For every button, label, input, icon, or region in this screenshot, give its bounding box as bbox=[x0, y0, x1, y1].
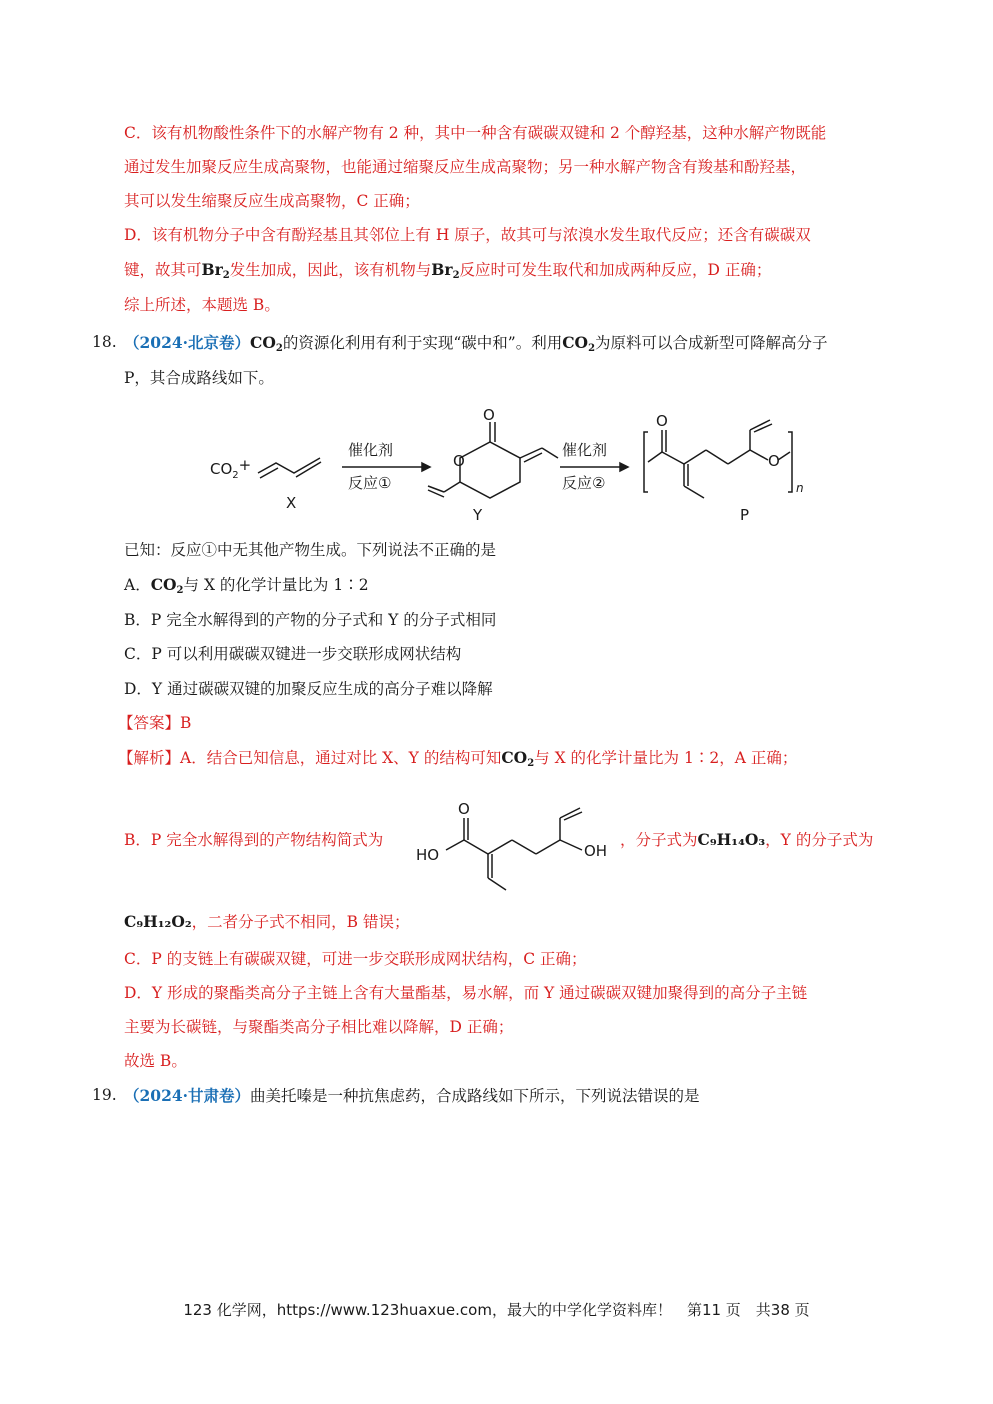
x-label: X bbox=[286, 494, 297, 512]
analysis-c: C．P 的支链上有碳碳双键，可进一步交联形成网状结构，C 正确； bbox=[124, 950, 587, 968]
br2-formula: $Br_2$ bbox=[201, 260, 230, 281]
p-label: P bbox=[740, 506, 750, 524]
q17-c-line2: 通过发生加聚反应生成高聚物，也能通过缩聚反应生成高聚物；另一种水解产物含有羧基和酚羟基， bbox=[124, 158, 807, 176]
y-label: Y bbox=[473, 506, 483, 524]
q18-number: 18. bbox=[92, 333, 117, 351]
analysis-d2: 主要为长碳链，与聚酯类高分子相比难以降解，D 正确； bbox=[124, 1018, 514, 1036]
analysis-b2: C₉H₁₂O₂，二者分子式不相同，B 错误； bbox=[124, 912, 410, 931]
q18-stem-line2: P，其合成路线如下。 bbox=[124, 369, 274, 387]
ring-o: O bbox=[453, 452, 465, 470]
reaction1-label: 反应① bbox=[348, 474, 392, 492]
option-d: D．Y 通过碳碳双键的加聚反应生成的高分子难以降解 bbox=[124, 680, 493, 698]
q17-d-line1: D．该有机物分子中含有酚羟基且其邻位上有 H 原子，故其可与浓溴水发生取代反应；还含有碳碳双 bbox=[124, 226, 811, 244]
option-c: C．P 可以利用碳碳双键进一步交联形成网状结构 bbox=[124, 645, 462, 663]
analysis-b-formula: ，分子式为C₉H₁₄O₃，Y 的分子式为 bbox=[620, 830, 874, 849]
q17-c-line1: C．该有机物酸性条件下的水解产物有 2 种，其中一种含有碳碳双键和 2 个醇羟基，这种水解产物既能 bbox=[124, 124, 827, 142]
q18-stem: （2024·北京卷）$CO_2$的资源化利用有利于实现“碳中和”。利用$CO_2$为原料可以合成新型可降解高分子 bbox=[124, 333, 828, 354]
br2-formula: $Br_2$ bbox=[431, 260, 460, 281]
page-footer: 123 化学网，https://www.123huaxue.com，最大的中学化学资料库！ 第11 页 共38 页 bbox=[183, 1301, 810, 1319]
answer: 【答案】B bbox=[118, 714, 192, 732]
q17-summary: 综上所述，本题选 B。 bbox=[124, 296, 280, 314]
analysis-conclusion: 故选 B。 bbox=[124, 1052, 187, 1070]
q19-number: 19. bbox=[92, 1086, 117, 1104]
hydrolysis-product-structure bbox=[412, 790, 622, 900]
catalyst2-label: 催化剂 bbox=[562, 441, 608, 459]
option-b: B．P 完全水解得到的产物的分子式和 Y 的分子式相同 bbox=[124, 611, 497, 629]
acid-o: O bbox=[458, 800, 470, 818]
catalyst1-label: 催化剂 bbox=[348, 441, 394, 459]
analysis-d1: D．Y 形成的聚酯类高分子主链上含有大量酯基，易水解，而 Y 通过碳碳双键加聚得到的高分子主链 bbox=[124, 984, 808, 1002]
ho-label: HO bbox=[416, 846, 440, 864]
q17-d-line2: 键，故其可$Br_2$发生加成，因此，该有机物与$Br_2$反应时可发生取代和加成两种反应，D 正确； bbox=[124, 260, 772, 281]
reaction2-label: 反应② bbox=[562, 474, 606, 492]
option-a: A．$CO_2$与 X 的化学计量比为 1∶2 bbox=[124, 575, 369, 596]
co2-label: $CO_2+$ bbox=[210, 456, 252, 481]
oh-label: OH bbox=[584, 842, 608, 860]
analysis-b: B．P 完全水解得到的产物结构简式为 bbox=[124, 831, 384, 849]
p-ether-o: O bbox=[768, 452, 780, 470]
n-subscript: n bbox=[796, 481, 804, 495]
ketone-o: O bbox=[483, 406, 495, 424]
q17-c-line3: 其可以发生缩聚反应生成高聚物，C 正确； bbox=[124, 192, 420, 210]
q18-known: 已知：反应①中无其他产物生成。下列说法不正确的是 bbox=[124, 541, 497, 559]
q19-stem: （2024·甘肃卷）曲美托嗪是一种抗焦虑药，合成路线如下所示，下列说法错误的是 bbox=[124, 1086, 700, 1105]
synthesis-scheme bbox=[200, 400, 840, 530]
p-carbonyl-o: O bbox=[656, 412, 668, 430]
analysis-a: 【解析】A．结合已知信息，通过对比 X、Y 的结构可知$CO_2$与 X 的化学计量比为 1∶2，A 正确； bbox=[118, 748, 798, 769]
